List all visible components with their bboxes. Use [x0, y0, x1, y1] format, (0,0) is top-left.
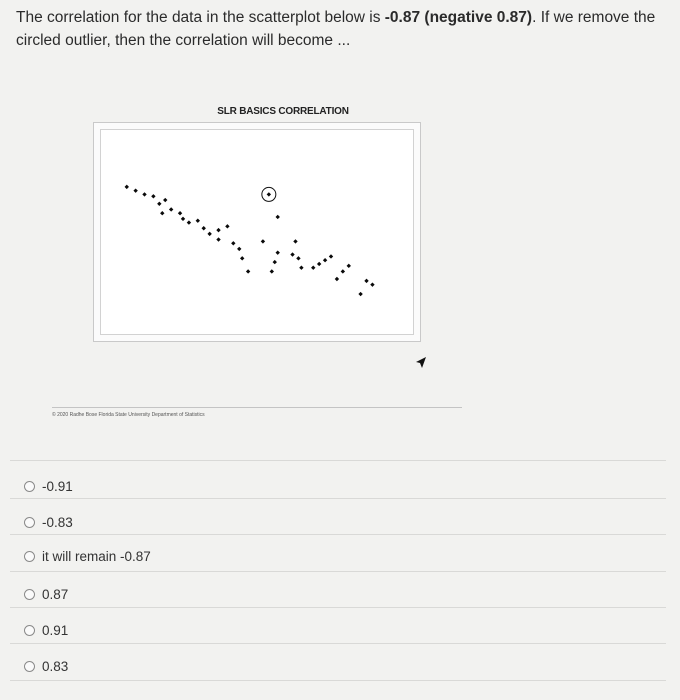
data-point — [329, 254, 333, 258]
data-point — [163, 198, 167, 202]
option-divider — [10, 643, 666, 644]
data-point — [370, 282, 374, 286]
data-point — [202, 226, 206, 230]
data-point — [311, 266, 315, 270]
option-1[interactable] — [24, 474, 73, 498]
data-point — [181, 217, 185, 221]
data-point — [335, 277, 339, 281]
data-point — [187, 220, 191, 224]
question-text-before: The correlation for the data in the scatterplot below is — [16, 9, 385, 26]
scatter-plot — [101, 130, 413, 334]
data-point — [276, 215, 280, 219]
data-point — [358, 292, 362, 296]
option-divider — [10, 680, 666, 681]
option-divider — [10, 607, 666, 608]
data-point — [231, 241, 235, 245]
data-point — [347, 264, 351, 268]
question-text — [16, 6, 656, 52]
option-divider — [10, 460, 666, 461]
option-divider — [10, 571, 666, 572]
data-point — [225, 224, 229, 228]
data-point — [273, 260, 277, 264]
data-point — [296, 256, 300, 260]
option-6[interactable] — [24, 654, 68, 678]
radio-button-icon[interactable] — [24, 481, 35, 492]
option-label: -0.83 — [42, 514, 73, 530]
data-point — [216, 228, 220, 232]
data-point — [270, 269, 274, 273]
data-point — [276, 250, 280, 254]
data-point — [246, 269, 250, 273]
plot-frame — [93, 122, 421, 342]
radio-button-icon[interactable] — [24, 625, 35, 636]
option-label: -0.91 — [42, 478, 73, 494]
data-point — [293, 239, 297, 243]
data-point — [299, 266, 303, 270]
option-divider — [10, 498, 666, 499]
data-point — [151, 194, 155, 198]
option-4[interactable] — [24, 582, 68, 606]
question-bold-value: -0.87 (negative 0.87) — [384, 9, 533, 26]
option-2[interactable] — [24, 510, 73, 534]
data-point — [261, 239, 265, 243]
option-5[interactable] — [24, 618, 68, 642]
data-point — [323, 258, 327, 262]
radio-button-icon[interactable] — [24, 517, 35, 528]
data-point — [133, 188, 137, 192]
data-point — [317, 262, 321, 266]
data-point — [157, 202, 161, 206]
data-point — [341, 269, 345, 273]
data-point — [216, 237, 220, 241]
option-label: 0.87 — [42, 586, 69, 602]
question-text-after: . If we remove the circled outlier, then the correlation will become ... — [16, 9, 656, 49]
data-point — [178, 211, 182, 215]
option-3[interactable] — [24, 544, 151, 568]
data-point — [290, 252, 294, 256]
radio-button-icon[interactable] — [24, 661, 35, 672]
plot-area — [100, 129, 414, 335]
option-label: it will remain -0.87 — [42, 548, 151, 564]
mouse-cursor-icon — [415, 356, 427, 370]
data-point — [169, 207, 173, 211]
option-label: 0.83 — [42, 658, 69, 674]
option-divider — [10, 534, 666, 535]
data-point — [160, 211, 164, 215]
option-label: 0.91 — [42, 622, 69, 638]
data-point — [364, 279, 368, 283]
data-point — [237, 247, 241, 251]
data-point — [125, 185, 129, 189]
outlier-point — [267, 192, 271, 196]
copyright-divider — [52, 407, 462, 408]
data-point — [196, 219, 200, 223]
radio-button-icon[interactable] — [24, 589, 35, 600]
data-point — [207, 232, 211, 236]
data-point — [240, 256, 244, 260]
scatterplot-figure — [28, 98, 648, 438]
chart-title: SLR BASICS CORRELATION — [217, 106, 349, 117]
radio-button-icon[interactable] — [24, 551, 35, 562]
data-point — [142, 192, 146, 196]
copyright-text: © 2020 Radhe Bose Florida State University Department of Statistics — [52, 412, 205, 418]
